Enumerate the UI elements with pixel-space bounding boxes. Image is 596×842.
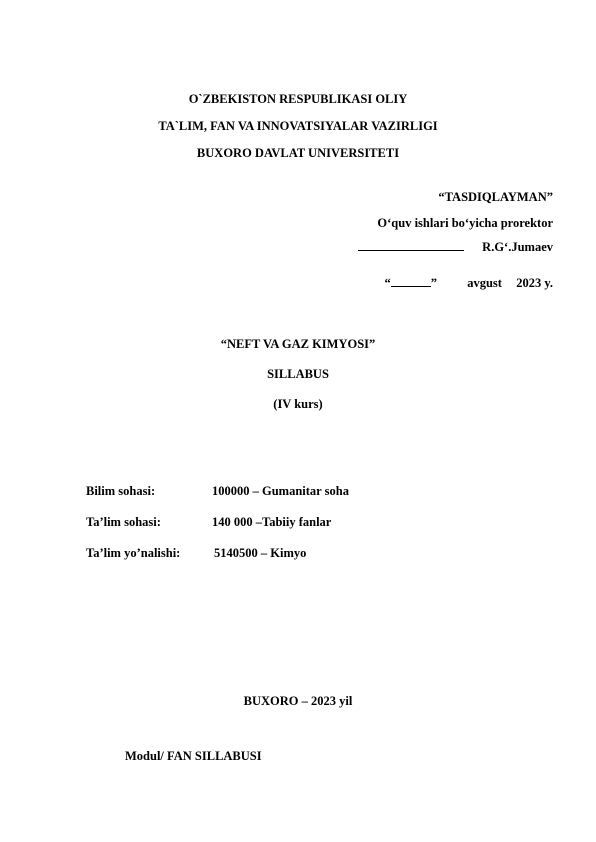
subject-name: “NEFT VA GAZ KIMYOSI” <box>220 337 376 351</box>
info-value-bilim-sohasi: 100000 – Gumanitar soha <box>212 484 349 498</box>
approval-signature-line <box>358 239 553 255</box>
info-value-talim-yonalishi: 5140500 – Kimyo <box>214 546 307 560</box>
date-day-blank <box>391 276 431 287</box>
header-ministry-line2: TA`LIM, FAN VA INNOVATSIYALAR VAZIRLIGI <box>158 119 438 133</box>
document-type: SILLABUS <box>267 367 329 381</box>
info-label-bilim-sohasi: Bilim sohasi: <box>86 484 156 498</box>
header-university-name: BUXORO DAVLAT UNIVERSITETI <box>196 146 400 160</box>
info-value-talim-sohasi: 140 000 –Tabiiy fanlar <box>212 515 332 529</box>
approval-date-line <box>384 275 553 291</box>
header-ministry-line1: O`ZBEKISTON RESPUBLIKASI OLIY <box>188 92 408 106</box>
place-and-year: BUXORO – 2023 yil <box>243 694 353 708</box>
date-quote-open: “ <box>384 276 391 290</box>
signature-blank <box>358 240 464 251</box>
approval-position: O‘quv ishlari bo‘yicha prorektor <box>377 216 553 230</box>
course-level: (IV kurs) <box>273 397 323 411</box>
approval-signatory: R.G‘.Jumaev <box>482 240 553 254</box>
next-section-heading: Modul/ FAN SILLABUSI <box>125 749 262 763</box>
date-month: avgust <box>467 276 502 290</box>
date-year: 2023 y. <box>516 276 553 290</box>
info-label-talim-sohasi: Ta’lim sohasi: <box>86 515 161 529</box>
approval-title: “TASDIQLAYMAN” <box>438 190 553 204</box>
info-label-talim-yonalishi: Ta’lim yo’nalishi: <box>86 546 181 560</box>
date-quote-close: ” <box>430 276 437 290</box>
